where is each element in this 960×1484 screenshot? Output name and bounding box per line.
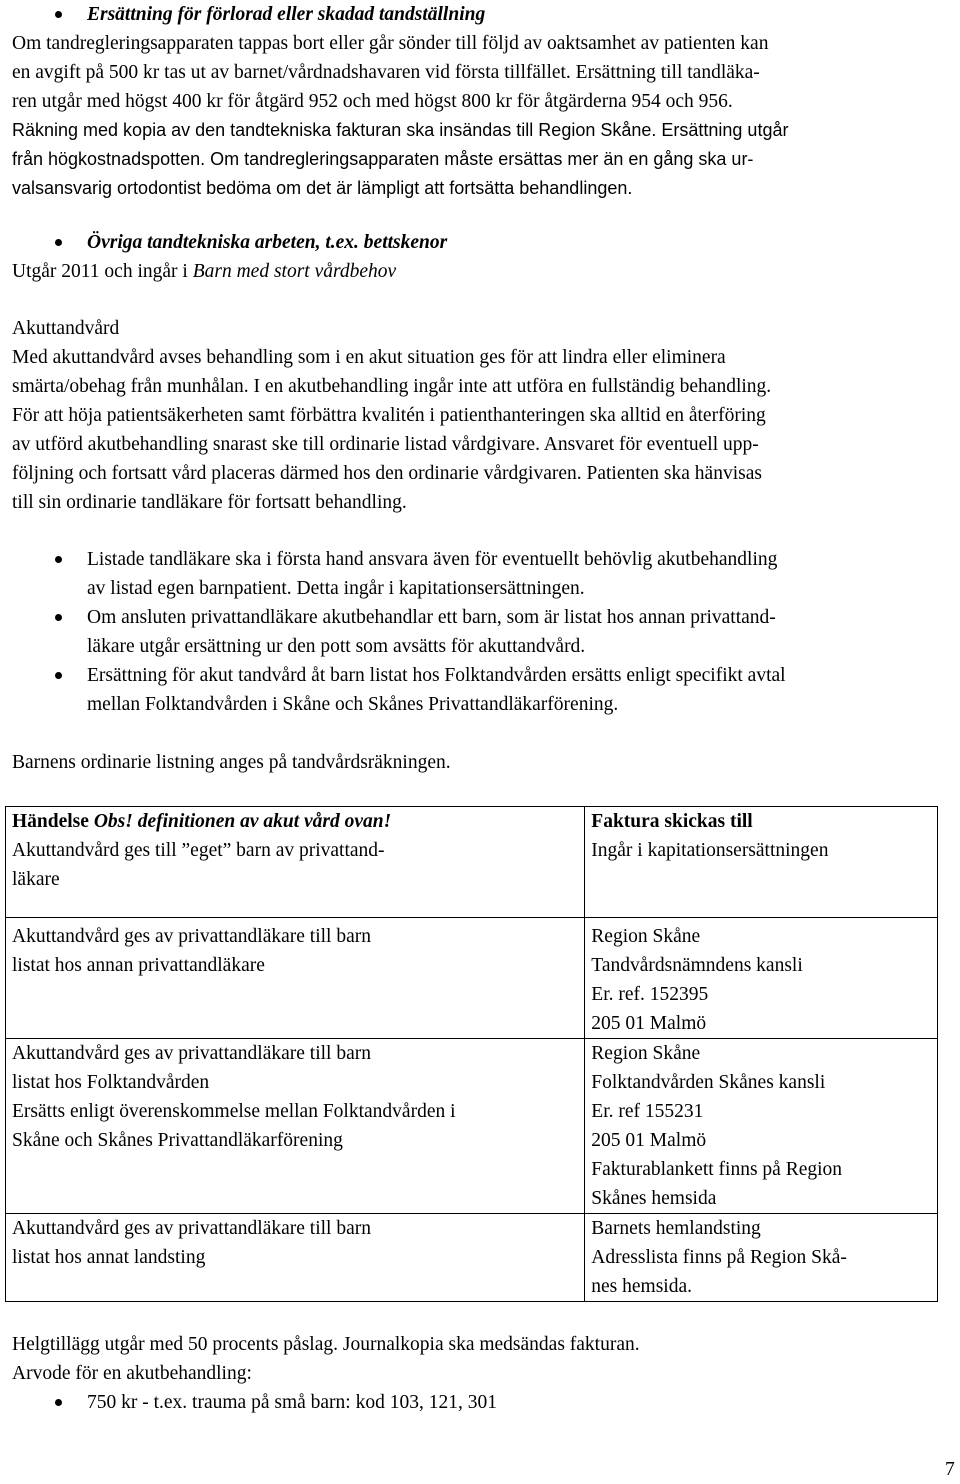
table-cell: Akuttandvård ges av privattandläkare till barn listat hos annat landsting	[6, 1214, 585, 1302]
header-cell-event: Händelse Obs! definitionen av akut vård ovan!	[6, 807, 585, 837]
bullet-icon	[55, 614, 62, 621]
section-heading-ovriga	[12, 228, 960, 257]
paragraph-line: följning och fortsatt vård placeras därmed hos den ordinarie vårdgivaren. Patienten ska hänvisas	[12, 463, 762, 484]
tandstallning-paragraph	[12, 29, 957, 203]
akut-bullet-list	[12, 545, 957, 719]
paragraph-line: av utförd akutbehandling snarast ske till ordinarie listad vårdgivare. Ansvaret för eventuell upp-	[12, 434, 759, 455]
list-item: 750 kr - t.ex. trauma på små barn: kod 103, 121, 301	[12, 1388, 952, 1417]
paragraph-line: till sin ordinarie tandläkare för fortsatt behandling.	[12, 492, 407, 513]
table-row	[6, 918, 938, 1039]
table-cell: Akuttandvård ges av privattandläkare till barn listat hos Folktandvården Ersätts enligt överenskommelse mellan Folktandvården i Skåne och Skånes Privattandläkarförening	[6, 1039, 585, 1214]
footer-line: Helgtillägg utgår med 50 procents påslag. Journalkopia ska medsändas fakturan.	[12, 1334, 640, 1355]
page-number: 7	[945, 1459, 955, 1480]
footer-block	[12, 1330, 952, 1417]
paragraph-line: valsansvarig ortodontist bedöma om det är lämpligt att fortsätta behandlingen.	[12, 178, 633, 198]
table-cell: Region Skåne Tandvårdsnämndens kansli Er. ref. 152395 205 01 Malmö	[585, 918, 938, 1039]
invoice-table	[5, 806, 938, 1302]
bullet-icon	[55, 672, 62, 679]
paragraph-line: ren utgår med högst 400 kr för åtgärd 952 och med högst 800 kr för åtgärderna 954 och 956.	[12, 91, 733, 112]
bullet-icon	[55, 556, 62, 563]
list-item: Listade tandläkare ska i första hand ansvara även för eventuellt behövlig akutbehandling av listad egen barnpatient. Detta ingår i kapitationsersättningen.	[12, 545, 957, 603]
paragraph-line: För att höja patientsäkerheten samt förbättra kvalitén i patienthanteringen ska alltid en återföring	[12, 405, 766, 426]
header-cell-invoice: Faktura skickas till	[585, 807, 938, 837]
akut-paragraph	[12, 343, 957, 517]
footer-line: Arvode för en akutbehandling:	[12, 1363, 252, 1384]
table-cell: Akuttandvård ges till ”eget” barn av privattand- läkare	[6, 836, 585, 918]
listing-note: Barnens ordinarie listning anges på tandvårdsräkningen.	[12, 752, 451, 773]
paragraph-line: en avgift på 500 kr tas ut av barnet/vårdnadshavaren vid första tillfället. Ersättning till tandläka-	[12, 62, 760, 83]
table-cell: Akuttandvård ges av privattandläkare till barn listat hos annan privattandläkare	[6, 918, 585, 1039]
paragraph-line: Om tandregleringsapparaten tappas bort eller går sönder till följd av oaktsamhet av patienten kan	[12, 33, 769, 54]
heading-text: Övriga tandtekniska arbeten, t.ex. bettskenor	[87, 232, 448, 253]
table-cell: Region Skåne Folktandvården Skånes kansli Er. ref 155231 205 01 Malmö Fakturablankett finns på Region Skånes hemsida	[585, 1039, 938, 1214]
bullet-icon	[55, 239, 62, 246]
table-row	[6, 836, 938, 918]
table-row	[6, 1214, 938, 1302]
table-row	[6, 1039, 938, 1214]
table-cell: Ingår i kapitationsersättningen	[585, 836, 938, 918]
paragraph-line: smärta/obehag från munhålan. I en akutbehandling ingår inte att utföra en fullständig behandling.	[12, 376, 772, 397]
bullet-icon	[55, 11, 62, 18]
ovriga-text: Utgår 2011 och ingår i Barn med stort vårdbehov	[12, 261, 397, 282]
paragraph-line: Med akuttandvård avses behandling som i en akut situation ges för att lindra eller eliminera	[12, 347, 726, 368]
paragraph-line: från högkostnadspotten. Om tandregleringsapparaten måste ersättas mer än en gång ska ur-	[12, 149, 754, 169]
heading-text: Ersättning för förlorad eller skadad tandställning	[87, 4, 486, 25]
paragraph-line: Räkning med kopia av den tandtekniska fakturan ska insändas till Region Skåne. Ersättning utgår	[12, 120, 789, 140]
list-item: Ersättning för akut tandvård åt barn listat hos Folktandvården ersätts enligt specifikt avtal mellan Folktandvården i Skåne och Skånes Privattandläkarförening.	[12, 661, 957, 719]
list-item: Om ansluten privattandläkare akutbehandlar ett barn, som är listat hos annan privattand- läkare utgår ersättning ur den pott som avsätts för akuttandvård.	[12, 603, 957, 661]
akut-heading: Akuttandvård	[12, 318, 120, 339]
table-cell: Barnets hemlandsting Adresslista finns på Region Skå- nes hemsida.	[585, 1214, 938, 1302]
section-heading-tandstallning	[12, 0, 960, 29]
table-header-row	[6, 807, 938, 837]
bullet-icon	[55, 1399, 62, 1406]
